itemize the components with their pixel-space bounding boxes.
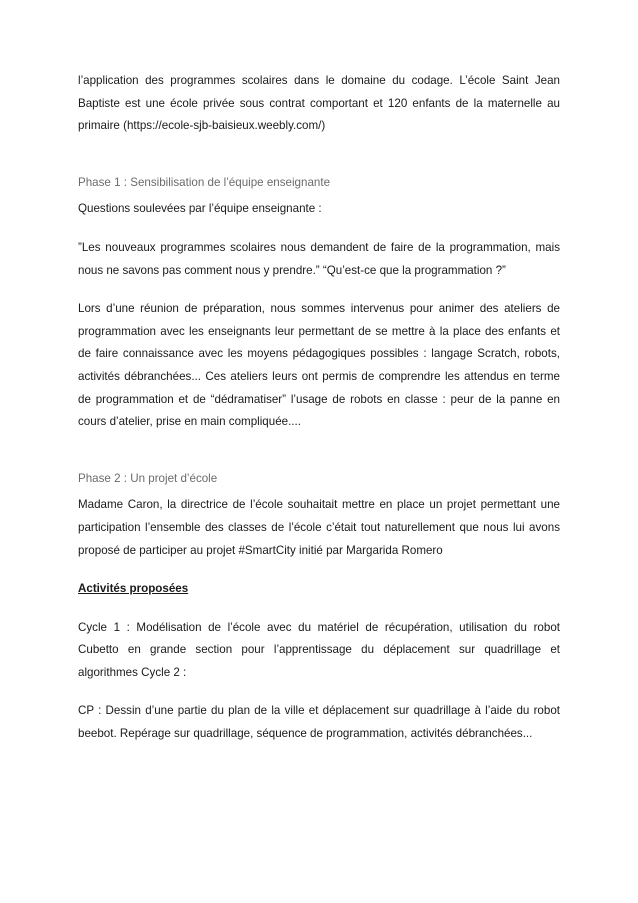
- phase1-quote: ”Les nouveaux programmes scolaires nous demandent de faire de la programmation, mais nous ne savons pas comment nous y prendre.” “Qu’est-ce que la programmation ?”: [78, 240, 560, 277]
- phase1-body: Lors d’une réunion de préparation, nous sommes intervenus pour animer des ateliers de programmation avec les enseignants leur permettant de se mettre à la place des enfants et de faire connaissance avec les moyens pédagogiques possibles : langage Scratch, robots, activités débranchées... Ces ateliers leurs ont permis de comprendre les attendus en terme de programmation et de “dédramatiser” l’usage de robots en classe : peur de la panne en cours d’atelier, prise en main compliquée....: [78, 302, 560, 429]
- phase1-heading: Phase 1 : Sensibilisation de l’équipe enseignante: [78, 175, 331, 189]
- phase1-questions-label: Questions soulevées par l’équipe enseignante :: [78, 202, 322, 216]
- phase2-body: Madame Caron, la directrice de l’école souhaitait mettre en place un projet permettant une participation l’ensemble des classes de l’école c’était tout naturellement que nous lui avons proposé de participer au projet #SmartCity initié par Margarida Romero: [78, 498, 560, 557]
- phase2-heading: Phase 2 : Un projet d’école: [78, 471, 218, 485]
- intro-paragraph: l’application des programmes scolaires dans le domaine du codage. L’école Saint Jean Baptiste est une école privée sous contrat comportant et 120 enfants de la maternelle au primaire (https://ecole-sjb-baisieux.weebly.com/): [78, 74, 560, 133]
- cycle1-paragraph: Cycle 1 : Modélisation de l’école avec du matériel de récupération, utilisation du robot Cubetto en grande section pour l’apprentissage du déplacement sur quadrillage et algorithmes Cycle 2 :: [78, 620, 560, 679]
- document-page: [78, 70, 560, 746]
- activities-heading: Activités proposées: [78, 582, 189, 596]
- cp-paragraph: CP : Dessin d’une partie du plan de la ville et déplacement sur quadrillage à l’aide du robot beebot. Repérage sur quadrillage, séquence de programmation, activités débranchées...: [78, 704, 560, 741]
